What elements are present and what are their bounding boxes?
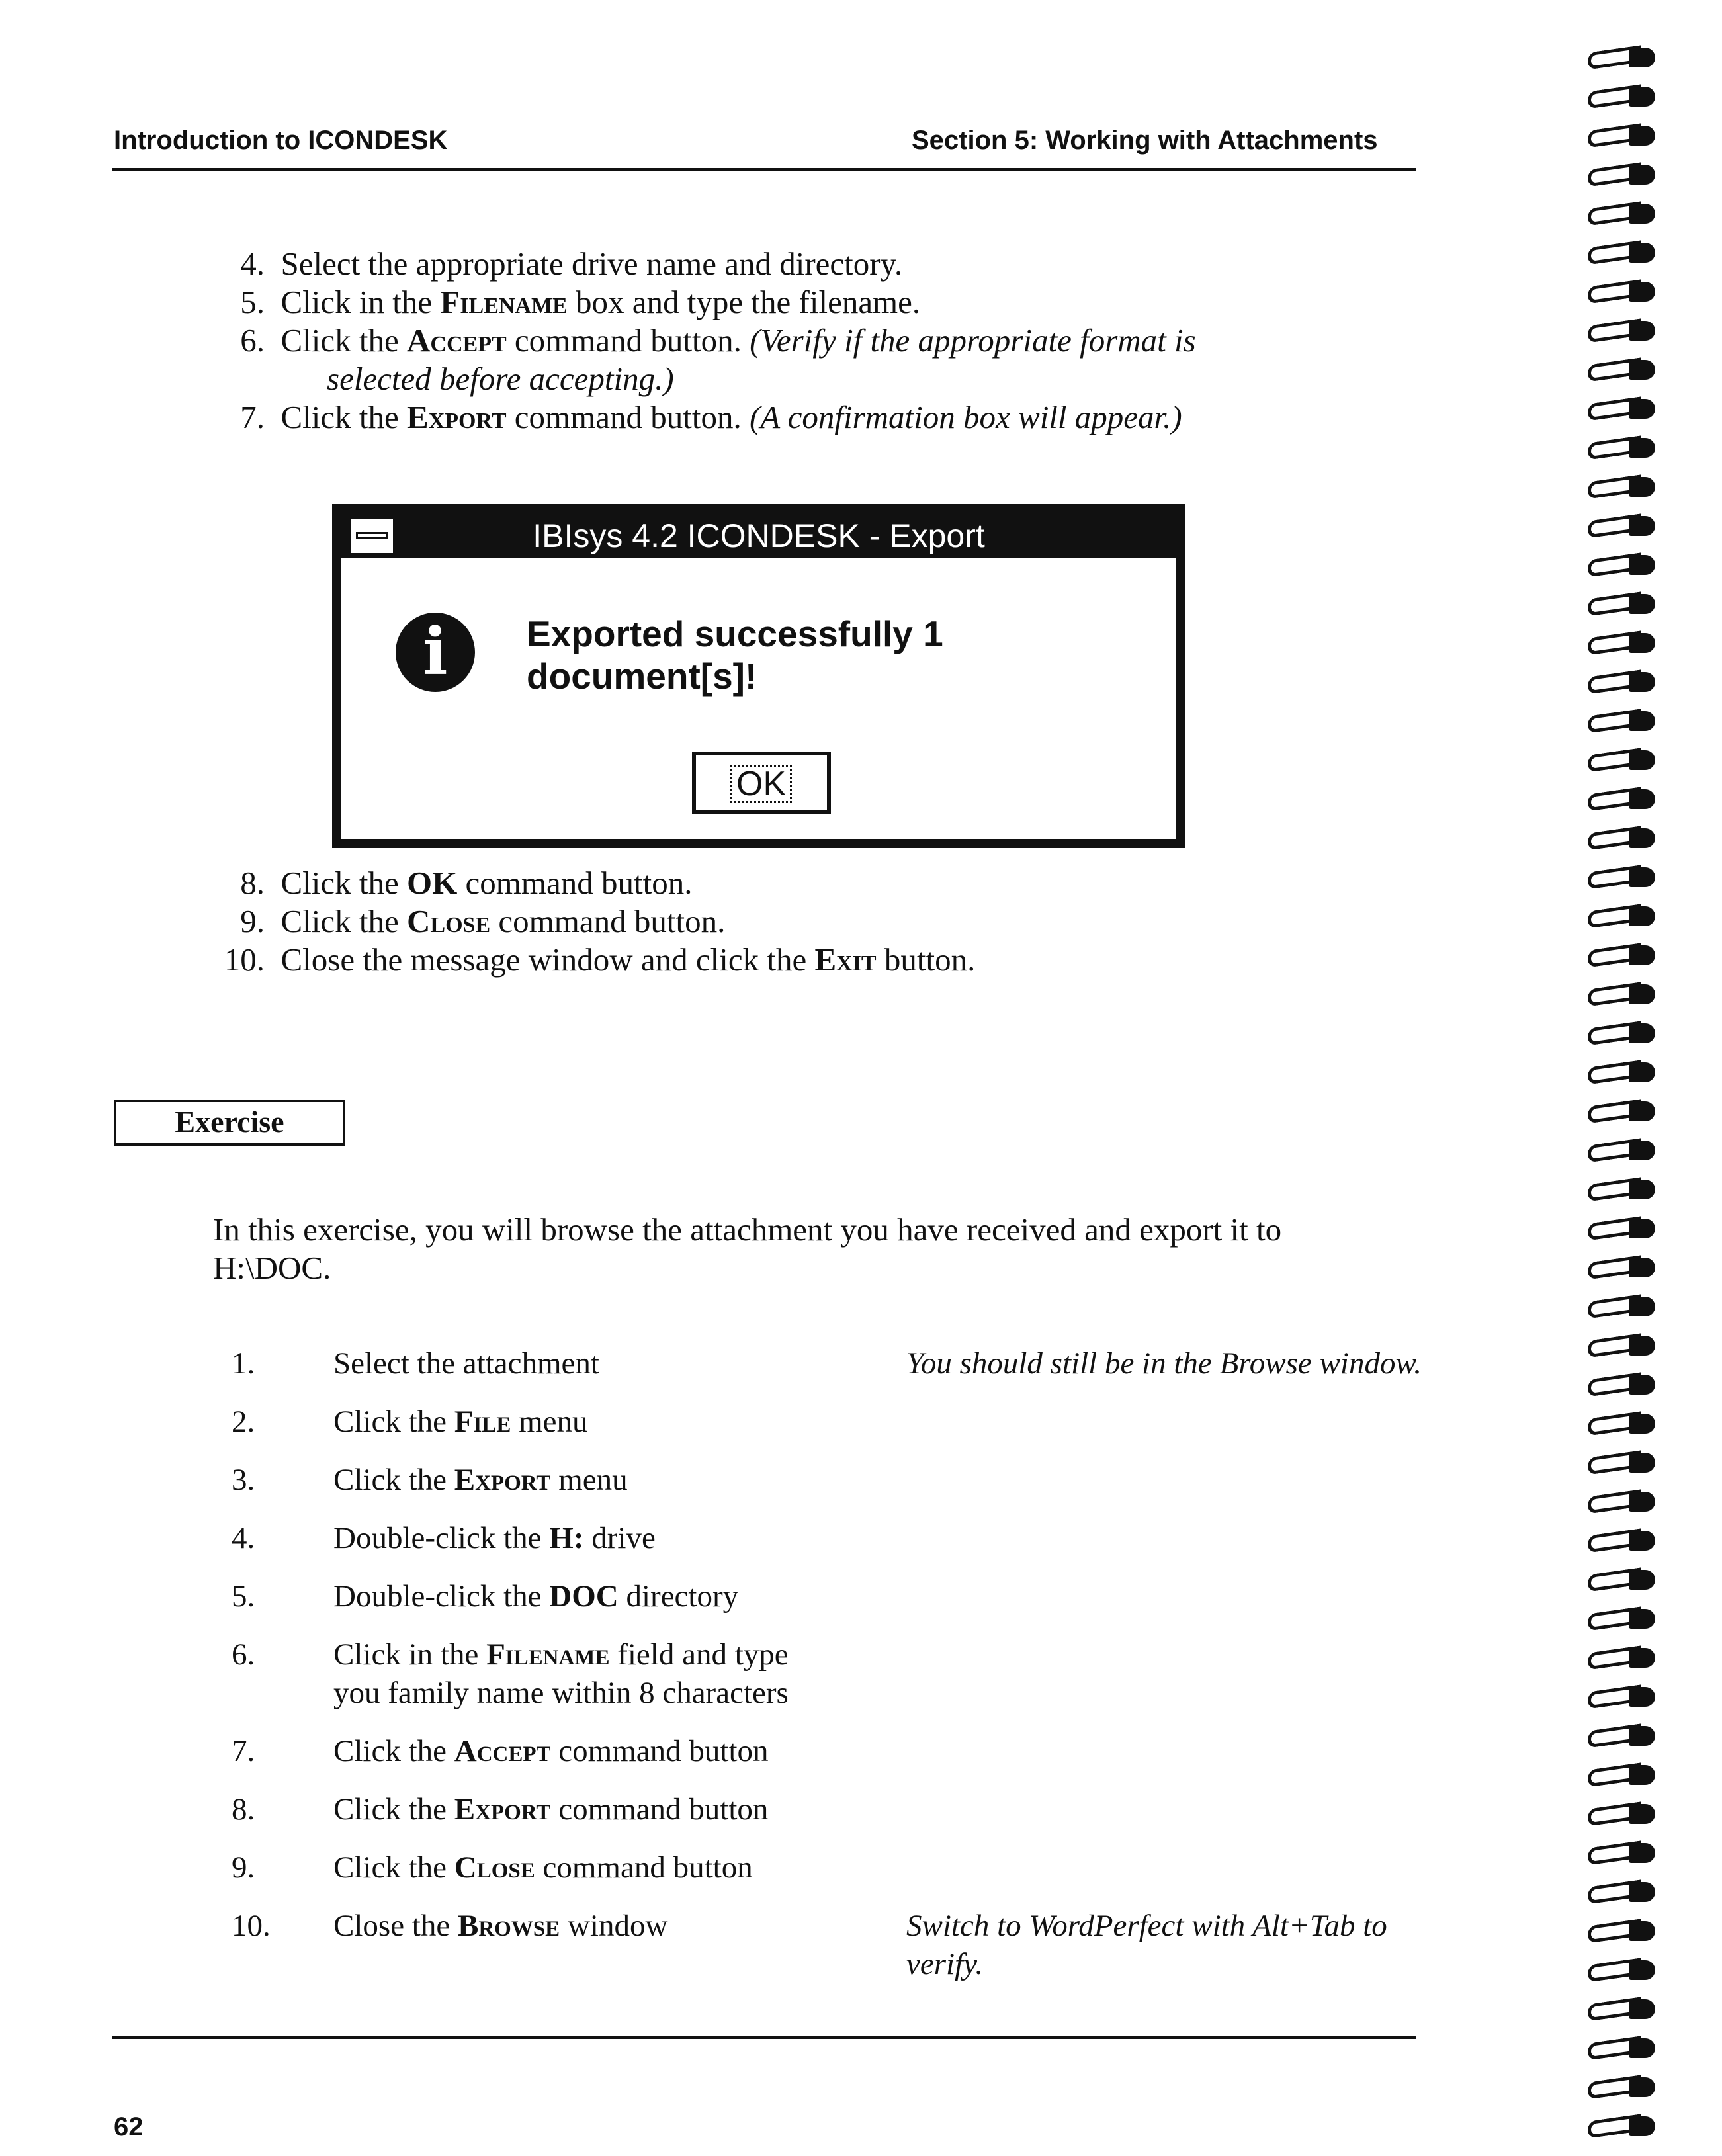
exercise-step-text: Click the Accept command button <box>333 1734 769 1768</box>
exercise-step-number: 7. <box>232 1734 255 1768</box>
binding-coil <box>1581 1022 1667 1046</box>
binding-coil <box>1581 1295 1667 1319</box>
info-icon: i <box>396 613 475 692</box>
exercise-step-number: 6. <box>232 1637 255 1672</box>
binding-coil <box>1581 671 1667 695</box>
page-number: 62 <box>114 2112 144 2141</box>
binding-coil <box>1581 85 1667 109</box>
binding-coil <box>1581 1256 1667 1280</box>
binding-coil <box>1581 46 1667 70</box>
binding-coil <box>1581 1373 1667 1397</box>
step-10: 10. Close the message window and click the Exit button. <box>224 941 976 978</box>
exercise-step-text: Double-click the H: drive <box>333 1521 656 1555</box>
binding-coil <box>1581 1764 1667 1788</box>
binding-coil <box>1581 1569 1667 1592</box>
exercise-step-number: 4. <box>232 1521 255 1555</box>
export-confirmation-dialog <box>332 504 1185 848</box>
exercise-step-text: Click the Export menu <box>333 1463 628 1497</box>
binding-coil <box>1581 2037 1667 2061</box>
exercise-step-text: Click the Close command button <box>333 1850 753 1885</box>
binding-coil <box>1581 163 1667 187</box>
binding-coil <box>1581 1178 1667 1202</box>
binding-coil <box>1581 1217 1667 1241</box>
binding-coil <box>1581 280 1667 304</box>
running-header-left: Introduction to ICONDESK <box>114 126 448 155</box>
exercise-step-number: 1. <box>232 1346 255 1381</box>
binding-coil <box>1581 1920 1667 1944</box>
exercise-step-number: 10. <box>232 1909 271 1943</box>
step-6: 6. Click the Accept command button. (Verify if the appropriate format is <box>240 322 1196 359</box>
exercise-step-text: Double-click the DOC directory <box>333 1579 739 1614</box>
binding-coil <box>1581 2076 1667 2100</box>
binding-coil <box>1581 320 1667 343</box>
dialog-message: Exported successfully 1 document[s]! <box>527 613 943 697</box>
footer-rule <box>112 2036 1416 2039</box>
binding-coil <box>1581 788 1667 812</box>
binding-coil <box>1581 1881 1667 1905</box>
binding-coil <box>1581 1490 1667 1514</box>
binding-coil <box>1581 1686 1667 1709</box>
binding-coil <box>1581 202 1667 226</box>
running-header-right: Section 5: Working with Attachments <box>912 126 1378 155</box>
system-menu-icon[interactable] <box>351 519 393 553</box>
step-5: 5. Click in the Filename box and type the filename. <box>240 284 921 320</box>
binding-coil <box>1581 515 1667 539</box>
exercise-step-text: Click in the Filename field and type you family name within 8 characters <box>333 1637 789 1710</box>
binding-coil <box>1581 124 1667 148</box>
binding-coil <box>1581 593 1667 617</box>
exercise-step-note: You should still be in the Browse window. <box>906 1346 1422 1381</box>
exercise-step-text: Click the File menu <box>333 1404 588 1439</box>
binding-coil <box>1581 241 1667 265</box>
binding-coil <box>1581 398 1667 421</box>
header-rule <box>112 168 1416 171</box>
step-4: 4. Select the appropriate drive name and directory. <box>240 245 903 282</box>
binding-coil <box>1581 905 1667 929</box>
exercise-step-text: Click the Export command button <box>333 1792 769 1827</box>
binding-coil <box>1581 632 1667 656</box>
exercise-step-number: 5. <box>232 1579 255 1614</box>
binding-coil <box>1581 710 1667 734</box>
binding-coil <box>1581 1139 1667 1163</box>
exercise-step-number: 2. <box>232 1404 255 1439</box>
binding-coil <box>1581 1412 1667 1436</box>
binding-coil <box>1581 944 1667 968</box>
ok-button-label: OK <box>730 765 792 803</box>
exercise-step-number: 9. <box>232 1850 255 1885</box>
binding-coil <box>1581 437 1667 460</box>
binding-coil <box>1581 359 1667 382</box>
binding-coil <box>1581 1530 1667 1553</box>
binding-coil <box>1581 749 1667 773</box>
binding-coil <box>1581 1725 1667 1748</box>
binding-coil <box>1581 1803 1667 1827</box>
binding-coil <box>1581 1959 1667 1983</box>
step-6-note-cont: selected before accepting.) <box>327 361 674 397</box>
binding-coil <box>1581 1647 1667 1670</box>
binding-coil <box>1581 1998 1667 2022</box>
binding-coil <box>1581 1451 1667 1475</box>
exercise-intro-line2: H:\DOC. <box>213 1250 331 1286</box>
binding-coil <box>1581 1334 1667 1358</box>
binding-coil <box>1581 866 1667 890</box>
binding-coil <box>1581 2115 1667 2139</box>
exercise-step-text: Select the attachment <box>333 1346 599 1381</box>
binding-coil <box>1581 827 1667 851</box>
step-8: 8. Click the OK command button. <box>240 865 693 901</box>
binding-coil <box>1581 554 1667 578</box>
exercise-step-text: Close the Browse window <box>333 1909 668 1943</box>
dialog-title: IBIsys 4.2 ICONDESK - Export <box>533 517 985 554</box>
exercise-step-number: 3. <box>232 1463 255 1497</box>
step-7: 7. Click the Export command button. (A confirmation box will appear.) <box>240 399 1182 435</box>
binding-coil <box>1581 476 1667 499</box>
binding-coil <box>1581 1842 1667 1866</box>
binding-coil <box>1581 1608 1667 1631</box>
ok-button[interactable] <box>692 752 831 814</box>
exercise-intro-line1: In this exercise, you will browse the attachment you have received and export it to <box>213 1211 1282 1248</box>
binding-coil <box>1581 1061 1667 1085</box>
dialog-title-bar <box>341 513 1176 558</box>
binding-coil <box>1581 1100 1667 1124</box>
exercise-step-note: Switch to WordPerfect with Alt+Tab to verify. <box>906 1909 1387 1981</box>
exercise-step-number: 8. <box>232 1792 255 1827</box>
exercise-heading: Exercise <box>114 1100 345 1146</box>
step-9: 9. Click the Close command button. <box>240 903 726 939</box>
binding-coil <box>1581 983 1667 1007</box>
